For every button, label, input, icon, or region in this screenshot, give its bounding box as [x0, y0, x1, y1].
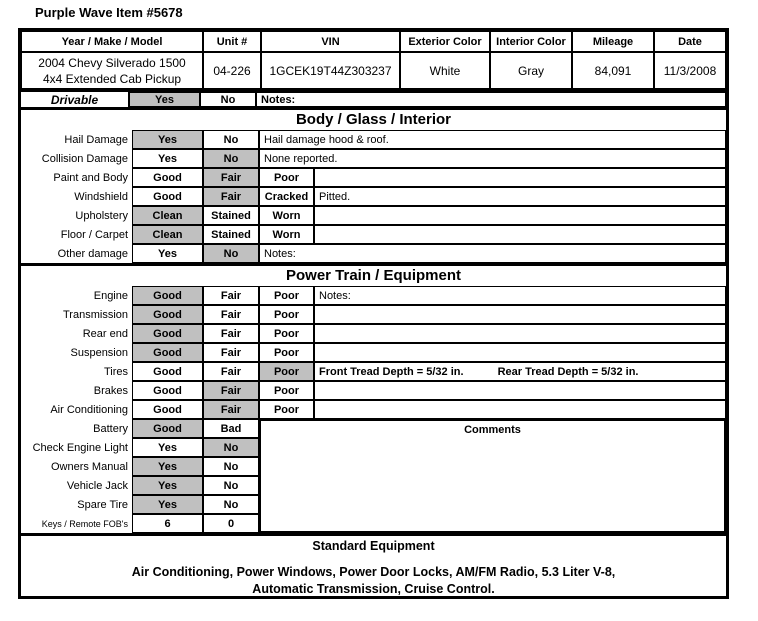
option-cell-stained: Stained	[203, 225, 259, 244]
drivable-option-no: No	[200, 92, 256, 107]
row-label: Floor / Carpet	[60, 228, 128, 241]
inspection-row-hail-damage	[21, 130, 726, 149]
powertrain-section	[18, 263, 729, 536]
option-cell-fair: Fair	[203, 305, 259, 324]
row-label: Windshield	[74, 190, 128, 203]
standard-equipment-text	[21, 564, 726, 598]
option-cell-worn: Worn	[259, 225, 314, 244]
standard-equipment-line2: Automatic Transmission, Cruise Control.	[252, 582, 495, 596]
vehicle-table-header-row	[21, 31, 726, 52]
row-label: Collision Damage	[41, 152, 128, 165]
option-cell-6: 6	[132, 514, 203, 533]
inspection-row-floor-carpet	[21, 225, 726, 244]
option-cell-0: 0	[203, 514, 259, 533]
option-cell-clean: Clean	[132, 225, 203, 244]
option-cell-no: No	[203, 476, 259, 495]
option-cell-clean: Clean	[132, 206, 203, 225]
option-cell-poor: Poor	[259, 286, 314, 305]
note-cell	[314, 343, 726, 362]
inspection-row-paint-and-body	[21, 168, 726, 187]
header-unit: Unit #	[203, 31, 261, 52]
page-title: Purple Wave Item #5678	[35, 5, 183, 20]
option-cell-yes: Yes	[132, 438, 203, 457]
note-cell	[314, 362, 726, 381]
comments-box	[259, 419, 726, 533]
option-cell-good: Good	[132, 381, 203, 400]
option-cell-yes: Yes	[132, 244, 203, 263]
header-interior-color: Interior Color	[490, 31, 572, 52]
option-cell-fair: Fair	[203, 168, 259, 187]
header-exterior-color: Exterior Color	[400, 31, 490, 52]
option-cell-no: No	[203, 244, 259, 263]
value-mileage: 84,091	[572, 52, 654, 89]
inspection-row-other-damage	[21, 244, 726, 263]
row-label: Check Engine Light	[32, 441, 128, 454]
option-cell-good: Good	[132, 286, 203, 305]
row-label: Hail Damage	[64, 133, 128, 146]
option-cell-fair: Fair	[203, 381, 259, 400]
row-label: Brakes	[93, 384, 128, 397]
note-text: Notes:	[264, 247, 296, 260]
inspection-row-suspension	[21, 343, 726, 362]
inspection-row-transmission	[21, 305, 726, 324]
option-cell-no: No	[203, 149, 259, 168]
row-label: Owners Manual	[50, 460, 128, 473]
option-cell-good: Good	[132, 324, 203, 343]
row-label: Spare Tire	[77, 498, 128, 511]
option-cell-cracked: Cracked	[259, 187, 314, 206]
option-cell-poor: Poor	[259, 305, 314, 324]
standard-equipment-line1: Air Conditioning, Power Windows, Power Door Locks, AM/FM Radio, 5.3 Liter V-8,	[131, 565, 616, 579]
note-text: Front Tread Depth = 5/32 in.	[319, 365, 464, 378]
option-cell-fair: Fair	[203, 187, 259, 206]
vehicle-model-line2: 4x4 Extended Cab Pickup	[42, 71, 182, 86]
vehicle-info-table	[18, 28, 729, 92]
option-cell-stained: Stained	[203, 206, 259, 225]
option-cell-yes: Yes	[132, 149, 203, 168]
option-cell-good: Good	[132, 362, 203, 381]
vehicle-table-data-row	[21, 52, 726, 89]
option-cell-poor: Poor	[259, 324, 314, 343]
header-date: Date	[654, 31, 726, 52]
header-mileage: Mileage	[572, 31, 654, 52]
inspection-row-rear-end	[21, 324, 726, 343]
option-cell-poor: Poor	[259, 381, 314, 400]
row-label: Upholstery	[75, 209, 128, 222]
option-cell-poor: Poor	[259, 400, 314, 419]
drivable-note-cell: Notes:	[256, 92, 726, 107]
drivable-option-yes: Yes	[129, 92, 200, 107]
note-cell	[314, 324, 726, 343]
value-date: 11/3/2008	[654, 52, 726, 89]
inspection-row-air-conditioning	[21, 400, 726, 419]
option-cell-fair: Fair	[203, 286, 259, 305]
value-unit: 04-226	[203, 52, 261, 89]
row-label: Battery	[93, 422, 128, 435]
row-label: Suspension	[70, 346, 128, 359]
option-cell-yes: Yes	[132, 457, 203, 476]
option-cell-fair: Fair	[203, 362, 259, 381]
option-cell-good: Good	[132, 343, 203, 362]
option-cell-yes: Yes	[132, 495, 203, 514]
value-year-make-model	[21, 52, 203, 89]
header-year-make-model: Year / Make / Model	[21, 31, 203, 52]
note-cell	[259, 130, 726, 149]
row-label: Other damage	[57, 247, 128, 260]
note-cell	[314, 400, 726, 419]
option-cell-poor: Poor	[259, 362, 314, 381]
option-cell-no: No	[203, 495, 259, 514]
note-text: None reported.	[264, 152, 338, 165]
option-cell-good: Good	[132, 168, 203, 187]
note-text: Pitted.	[319, 190, 351, 203]
inspection-row-collision-damage	[21, 149, 726, 168]
option-cell-good: Good	[132, 187, 203, 206]
option-cell-fair: Fair	[203, 324, 259, 343]
option-cell-no: No	[203, 438, 259, 457]
note-cell	[314, 225, 726, 244]
row-label: Transmission	[63, 308, 128, 321]
option-cell-good: Good	[132, 305, 203, 324]
note-cell	[314, 286, 726, 305]
inspection-row-tires	[21, 362, 726, 381]
inspection-row-brakes	[21, 381, 726, 400]
drivable-label: Drivable	[21, 92, 129, 107]
row-label: Paint and Body	[53, 171, 128, 184]
body-glass-interior-section	[18, 107, 729, 266]
inspection-row-upholstery	[21, 206, 726, 225]
note-text: Hail damage hood & roof.	[264, 133, 389, 146]
row-label: Vehicle Jack	[66, 479, 128, 492]
powertrain-section-title: Power Train / Equipment	[285, 267, 462, 284]
option-cell-poor: Poor	[259, 168, 314, 187]
row-label: Air Conditioning	[50, 403, 128, 416]
standard-equipment-section	[18, 533, 729, 599]
value-vin: 1GCEK19T44Z303237	[261, 52, 400, 89]
option-cell-yes: Yes	[132, 130, 203, 149]
row-label: Keys / Remote FOB's	[41, 518, 128, 529]
option-cell-no: No	[203, 457, 259, 476]
option-cell-yes: Yes	[132, 476, 203, 495]
standard-equipment-title: Standard Equipment	[312, 539, 435, 553]
note-cell	[314, 206, 726, 225]
row-label: Tires	[103, 365, 128, 378]
note-cell	[259, 149, 726, 168]
body-section-title: Body / Glass / Interior	[295, 111, 452, 128]
inspection-row-engine	[21, 286, 726, 305]
note-cell	[314, 305, 726, 324]
option-cell-bad: Bad	[203, 419, 259, 438]
row-label: Engine	[93, 289, 128, 302]
note-cell	[314, 381, 726, 400]
note-cell	[259, 244, 726, 263]
vehicle-model-line1: 2004 Chevy Silverado 1500	[38, 55, 186, 70]
inspection-form	[18, 28, 729, 599]
option-cell-worn: Worn	[259, 206, 314, 225]
comments-label: Comments	[464, 424, 521, 436]
row-label: Rear end	[82, 327, 128, 340]
note-cell	[314, 168, 726, 187]
value-interior-color: Gray	[490, 52, 572, 89]
option-cell-no: No	[203, 130, 259, 149]
option-cell-poor: Poor	[259, 343, 314, 362]
option-cell-good: Good	[132, 419, 203, 438]
body-section-rows	[21, 130, 726, 263]
value-exterior-color: White	[400, 52, 490, 89]
note-text: Notes:	[319, 289, 351, 302]
note-text-2: Rear Tread Depth = 5/32 in.	[497, 365, 639, 378]
option-cell-fair: Fair	[203, 343, 259, 362]
option-cell-fair: Fair	[203, 400, 259, 419]
note-cell	[314, 187, 726, 206]
header-vin: VIN	[261, 31, 400, 52]
option-cell-good: Good	[132, 400, 203, 419]
inspection-row-windshield	[21, 187, 726, 206]
